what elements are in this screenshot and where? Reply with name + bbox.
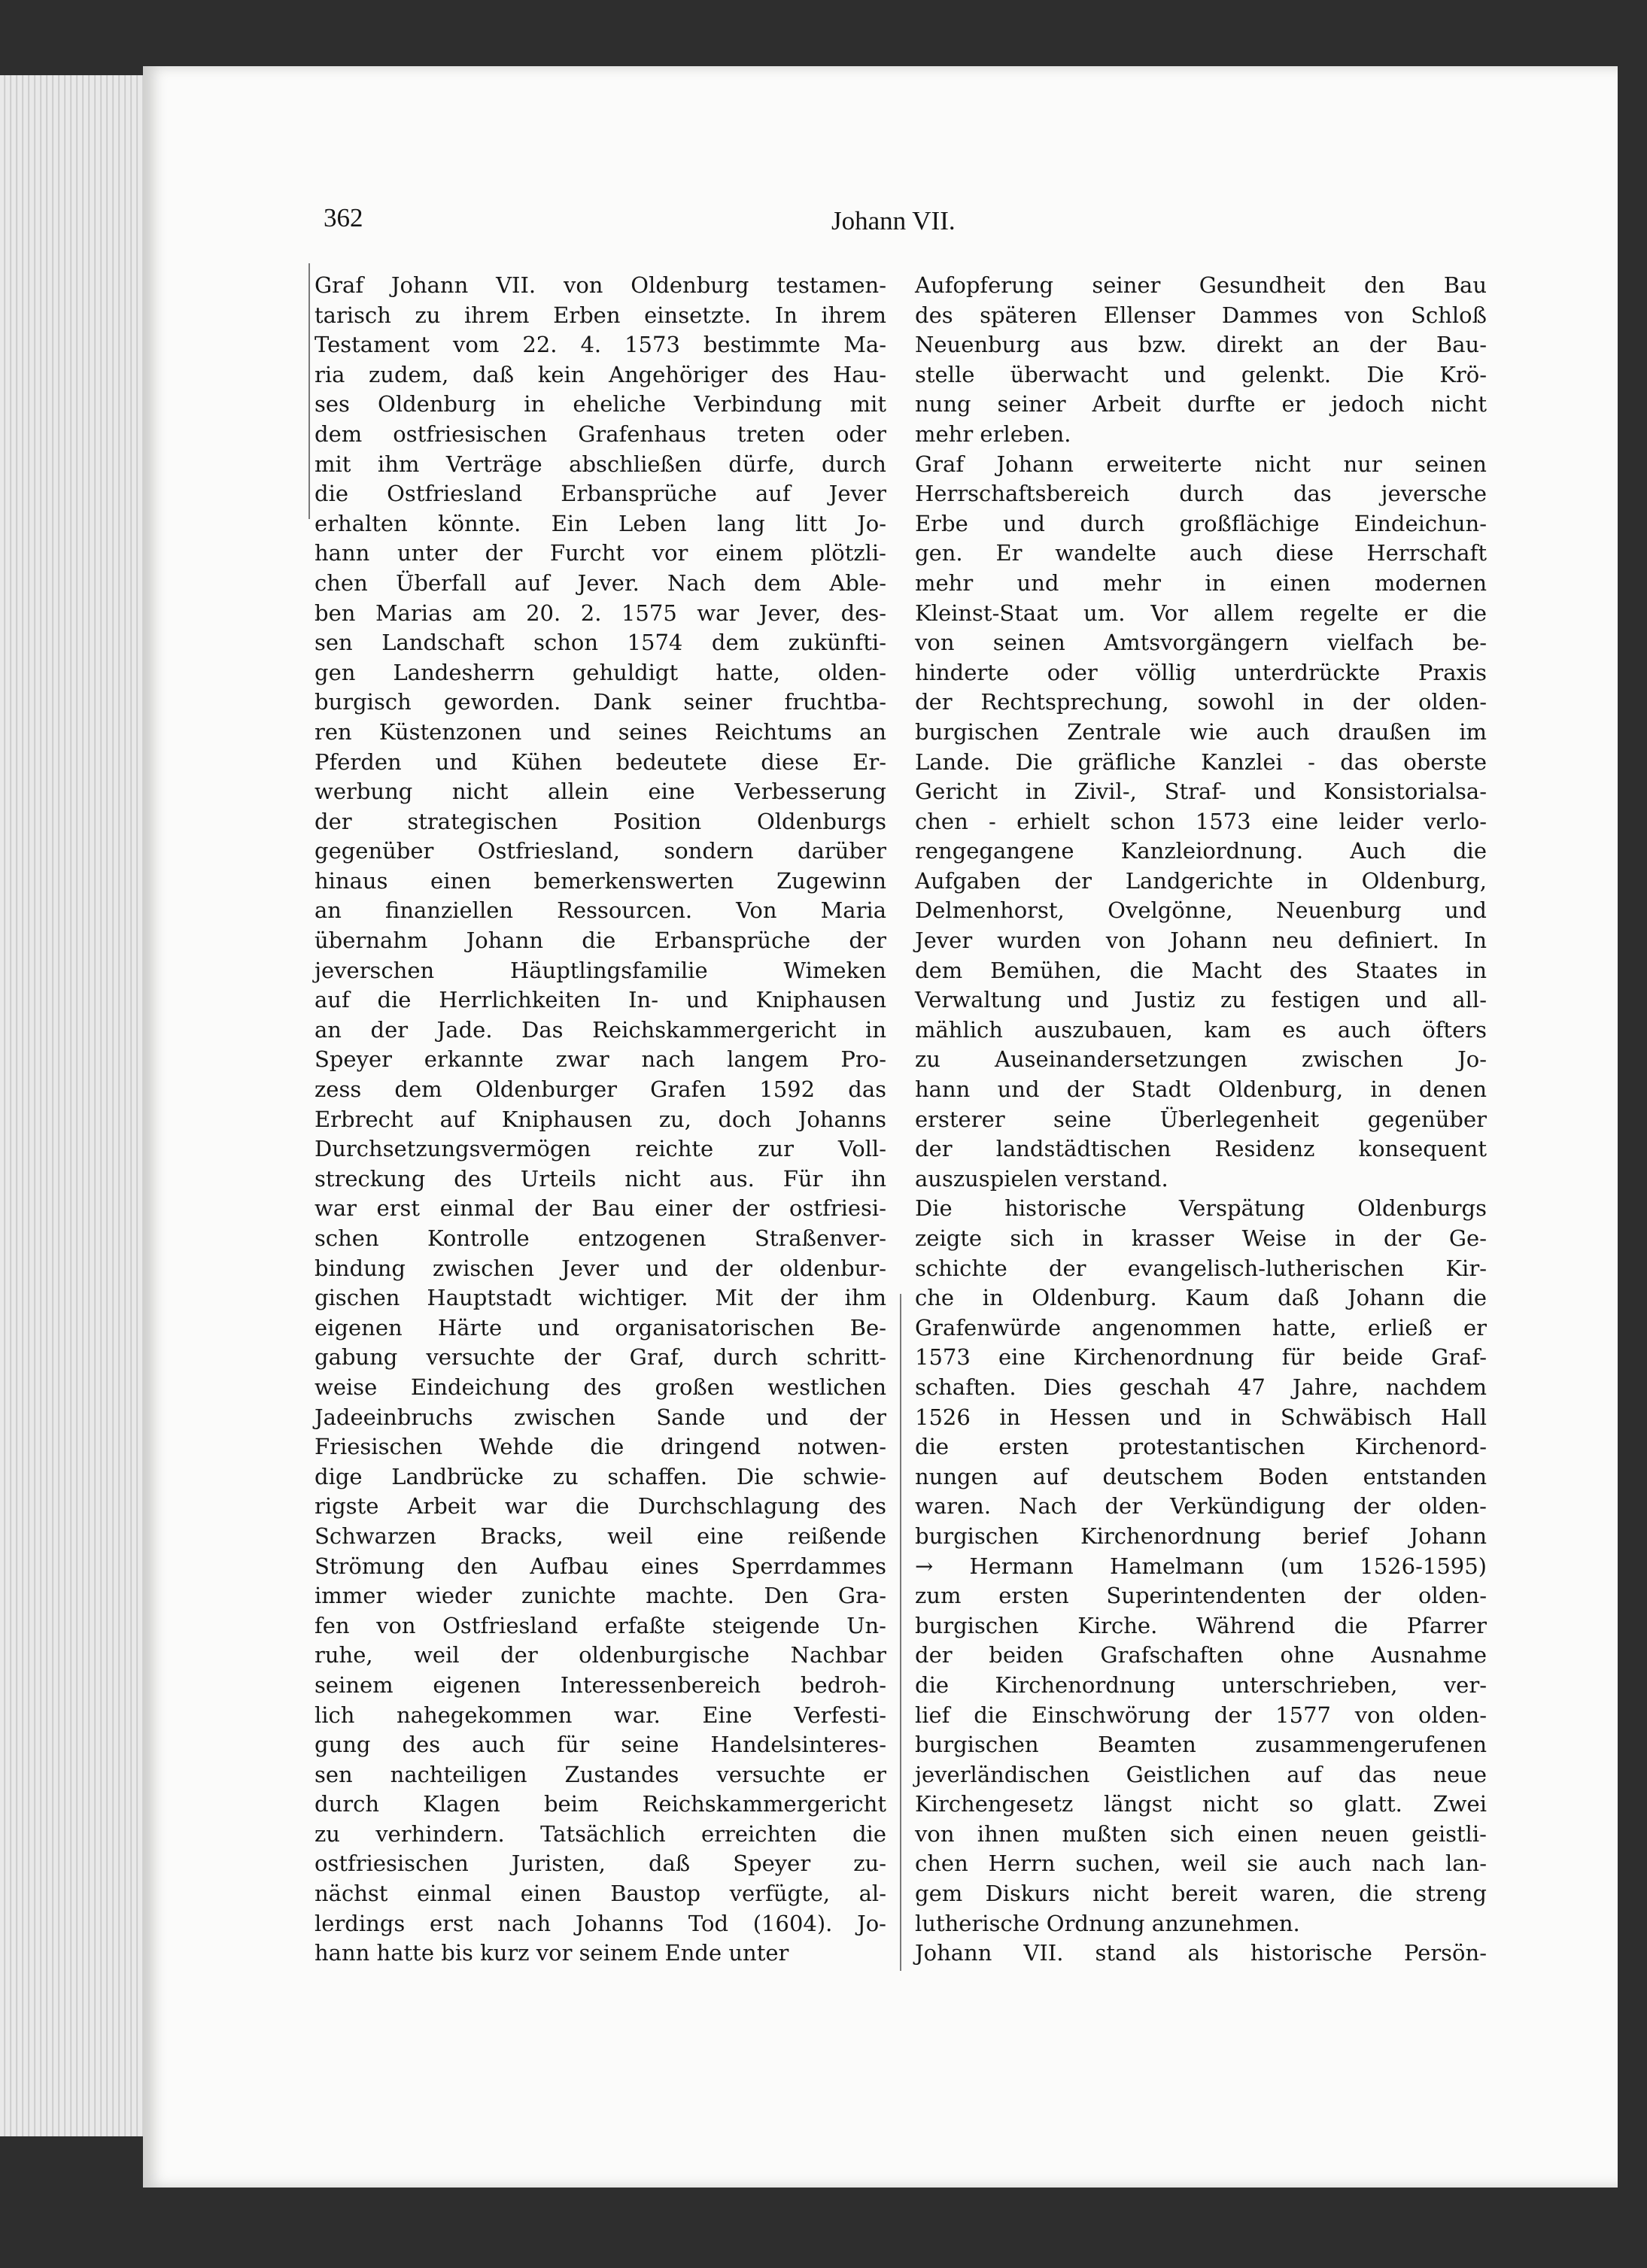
text-line: gung des auch für seine Handelsinteres- (315, 1732, 886, 1758)
text-line: zu verhindern. Tatsächlich erreichten die (315, 1820, 886, 1847)
text-line: Kirchengesetz längst nicht so glatt. Zwei (915, 1791, 1487, 1817)
text-line: mit ihm Verträge abschließen dürfe, durch (315, 451, 886, 477)
text-line: mählich auszubauen, kam es auch öfters (915, 1016, 1487, 1043)
text-line: Graf Johann erweiterte nicht nur seinen (915, 451, 1487, 477)
text-line: mehr erleben. (915, 421, 1071, 447)
text-line: zeigte sich in krasser Weise in der Ge- (915, 1225, 1487, 1251)
text-line: werbung nicht allein eine Verbesserung (315, 779, 886, 805)
text-line: dem ostfriesischen Grafenhaus treten oder (315, 421, 886, 447)
book-page-edges (0, 75, 150, 2136)
text-line: schen Kontrolle entzogenen Straßenver- (315, 1225, 886, 1251)
text-line: chen Überfall auf Jever. Nach dem Able- (315, 569, 886, 596)
text-line: dige Landbrücke zu schaffen. Die schwie- (315, 1463, 886, 1489)
text-line: gabung versuchte der Graf, durch schritt- (315, 1344, 886, 1371)
text-line: gen. Er wandelte auch diese Herrschaft (915, 540, 1487, 566)
pencil-margin-mark (308, 263, 310, 519)
text-line: ria zudem, daß kein Angehöriger des Hau- (315, 361, 886, 387)
text-line: Gericht in Zivil-, Straf- und Konsistorialsa- (915, 779, 1487, 805)
text-line: gischen Hauptstadt wichtiger. Mit der ihm (315, 1285, 886, 1311)
text-line: gem Diskurs nicht bereit waren, die streng (915, 1881, 1487, 1907)
text-line: lief die Einschwörung der 1577 von olden- (915, 1702, 1487, 1728)
text-line: hann und der Stadt Oldenburg, in denen (915, 1076, 1487, 1103)
text-line: Durchsetzungsvermögen reichte zur Voll- (315, 1136, 886, 1162)
text-line: Delmenhorst, Ovelgönne, Neuenburg und (915, 897, 1487, 924)
text-line: Graf Johann VII. von Oldenburg testamen- (315, 272, 886, 298)
text-line: Johann VII. stand als historische Persön- (915, 1940, 1487, 1966)
text-line: fen von Ostfriesland erfaßte steigende Un- (315, 1612, 886, 1638)
text-line: che in Oldenburg. Kaum daß Johann die (915, 1285, 1487, 1311)
text-line: Lande. Die gräfliche Kanzlei - das oberste (915, 748, 1487, 775)
text-line: Strömung den Aufbau eines Sperrdammes (315, 1553, 886, 1579)
text-line: gegenüber Ostfriesland, sondern darüber (315, 838, 886, 864)
text-line: seinem eigenen Interessenbereich bedroh- (315, 1671, 886, 1698)
text-line: Erbrecht auf Kniphausen zu, doch Johanns (315, 1106, 886, 1132)
text-line: sen nachteiligen Zustandes versuchte er (315, 1761, 886, 1787)
text-line: ruhe, weil der oldenburgische Nachbar (315, 1642, 886, 1668)
text-line: Verwaltung und Justiz zu festigen und all- (915, 987, 1487, 1013)
text-line: auf die Herrlichkeiten In- und Kniphausen (315, 987, 886, 1013)
text-line: Kleinst-Staat um. Vor allem regelte er die (915, 600, 1487, 626)
text-line: zu Auseinandersetzungen zwischen Jo- (915, 1046, 1487, 1073)
text-line: von seinen Amtsvorgängern vielfach be- (915, 630, 1487, 656)
text-line: sen Landschaft schon 1574 dem zukünfti- (315, 630, 886, 656)
text-line: Grafenwürde angenommen hatte, erließ er (915, 1314, 1487, 1340)
text-line: zum ersten Superintendenten der olden- (915, 1583, 1487, 1609)
text-line: rigste Arbeit war die Durchschlagung des (315, 1493, 886, 1520)
text-line: Schwarzen Bracks, weil eine reißende (315, 1523, 886, 1549)
text-line: ses Oldenburg in eheliche Verbindung mit (315, 391, 886, 417)
text-line: tarisch zu ihrem Erben einsetzte. In ihrem (315, 302, 886, 328)
text-line: auszuspielen verstand. (915, 1165, 1168, 1192)
text-line: Aufgaben der Landgerichte in Oldenburg, (915, 867, 1487, 894)
page-number: 362 (324, 203, 363, 232)
text-line: burgischen Kirchenordnung berief Johann (915, 1523, 1487, 1549)
text-line: an finanziellen Ressourcen. Von Maria (315, 897, 886, 924)
text-line: Erbe und durch großflächige Eindeichun- (915, 510, 1487, 536)
text-line: weise Eindeichung des großen westlichen (315, 1374, 886, 1400)
text-column-left (315, 271, 886, 1969)
text-line: Jadeeinbruchs zwischen Sande und der (315, 1404, 886, 1430)
text-line: chen Herrn suchen, weil sie auch nach lan- (915, 1851, 1487, 1877)
text-line: burgischen Zentrale wie auch draußen im (915, 718, 1487, 745)
pencil-margin-mark (900, 1294, 901, 1971)
text-line: gen Landesherrn gehuldigt hatte, olden- (315, 659, 886, 685)
text-line: Friesischen Wehde die dringend notwen- (315, 1434, 886, 1460)
text-line: lutherische Ordnung anzunehmen. (915, 1910, 1300, 1936)
text-line: rengegangene Kanzleiordnung. Auch die (915, 838, 1487, 864)
text-line: 1573 eine Kirchenordnung für beide Graf- (915, 1344, 1487, 1371)
text-line: jeverländischen Geistlichen auf das neue (915, 1761, 1487, 1787)
text-line: ostfriesischen Juristen, daß Speyer zu- (315, 1851, 886, 1877)
text-line: nungen auf deutschem Boden entstanden (915, 1463, 1487, 1489)
text-line: → Hermann Hamelmann (um 1526-1595) (915, 1553, 1487, 1579)
text-line: Die historische Verspätung Oldenburgs (915, 1195, 1487, 1222)
text-line: ren Küstenzonen und seines Reichtums an (315, 718, 886, 745)
text-line: Speyer erkannte zwar nach langem Pro- (315, 1046, 886, 1073)
text-line: war erst einmal der Bau einer der ostfriesi- (315, 1195, 886, 1222)
text-line: ersterer seine Überlegenheit gegenüber (915, 1106, 1487, 1132)
text-line: mehr und mehr in einen modernen (915, 569, 1487, 596)
text-line: hinaus einen bemerkenswerten Zugewinn (315, 867, 886, 894)
text-line: jeverschen Häuptlingsfamilie Wimeken (315, 957, 886, 983)
text-line: Testament vom 22. 4. 1573 bestimmte Ma- (315, 332, 886, 358)
text-line: immer wieder zunichte machte. Den Gra- (315, 1583, 886, 1609)
text-line: übernahm Johann die Erbansprüche der (315, 928, 886, 954)
text-line: Herrschaftsbereich durch das jeversche (915, 481, 1487, 507)
text-line: der landstädtischen Residenz konsequent (915, 1136, 1487, 1162)
text-line: burgischen Kirche. Während die Pfarrer (915, 1612, 1487, 1638)
text-line: streckung des Urteils nicht aus. Für ihn (315, 1165, 886, 1192)
text-line: an der Jade. Das Reichskammergericht in (315, 1016, 886, 1043)
text-line: die Ostfriesland Erbansprüche auf Jever (315, 481, 886, 507)
text-line: bindung zwischen Jever und der oldenbur- (315, 1255, 886, 1281)
text-line: burgisch geworden. Dank seiner fruchtba- (315, 689, 886, 715)
text-line: ben Marias am 20. 2. 1575 war Jever, des- (315, 600, 886, 626)
text-line: hinderte oder völlig unterdrückte Praxis (915, 659, 1487, 685)
text-line: schaften. Dies geschah 47 Jahre, nachdem (915, 1374, 1487, 1400)
text-line: burgischen Beamten zusammengerufenen (915, 1732, 1487, 1758)
text-line: Neuenburg aus bzw. direkt an der Bau- (915, 332, 1487, 358)
text-line: chen - erhielt schon 1573 eine leider verlo- (915, 808, 1487, 834)
running-title: Johann VII. (831, 206, 956, 235)
text-line: des späteren Ellenser Dammes von Schloß (915, 302, 1487, 328)
text-line: lerdings erst nach Johanns Tod (1604). Jo- (315, 1910, 886, 1936)
text-line: nung seiner Arbeit durfte er jedoch nicht (915, 391, 1487, 417)
text-line: der strategischen Position Oldenburgs (315, 808, 886, 834)
text-line: die ersten protestantischen Kirchenord- (915, 1434, 1487, 1460)
text-line: eigenen Härte und organisatorischen Be- (315, 1314, 886, 1340)
text-line: der Rechtsprechung, sowohl in der olden- (915, 689, 1487, 715)
text-column-right (915, 271, 1487, 1969)
text-line: stelle überwacht und gelenkt. Die Krö- (915, 361, 1487, 387)
text-line: zess dem Oldenburger Grafen 1592 das (315, 1076, 886, 1103)
text-line: nächst einmal einen Baustop verfügte, al- (315, 1881, 886, 1907)
text-line: waren. Nach der Verkündigung der olden- (915, 1493, 1487, 1520)
text-line: dem Bemühen, die Macht des Staates in (915, 957, 1487, 983)
text-line: durch Klagen beim Reichskammergericht (315, 1791, 886, 1817)
text-line: Jever wurden von Johann neu definiert. In (915, 928, 1487, 954)
text-line: hann unter der Furcht vor einem plötzli- (315, 540, 886, 566)
text-line: der beiden Grafschaften ohne Ausnahme (915, 1642, 1487, 1668)
text-line: die Kirchenordnung unterschrieben, ver- (915, 1671, 1487, 1698)
text-line: schichte der evangelisch-lutherischen Kir- (915, 1255, 1487, 1281)
text-line: erhalten könnte. Ein Leben lang litt Jo- (315, 510, 886, 536)
text-line: Aufopferung seiner Gesundheit den Bau (915, 272, 1487, 298)
text-line: lich nahegekommen war. Eine Verfesti- (315, 1702, 886, 1728)
text-line: hann hatte bis kurz vor seinem Ende unter (315, 1940, 789, 1966)
text-line: von ihnen mußten sich einen neuen geistli- (915, 1820, 1487, 1847)
text-line: 1526 in Hessen und in Schwäbisch Hall (915, 1404, 1487, 1430)
text-line: Pferden und Kühen bedeutete diese Er- (315, 748, 886, 775)
